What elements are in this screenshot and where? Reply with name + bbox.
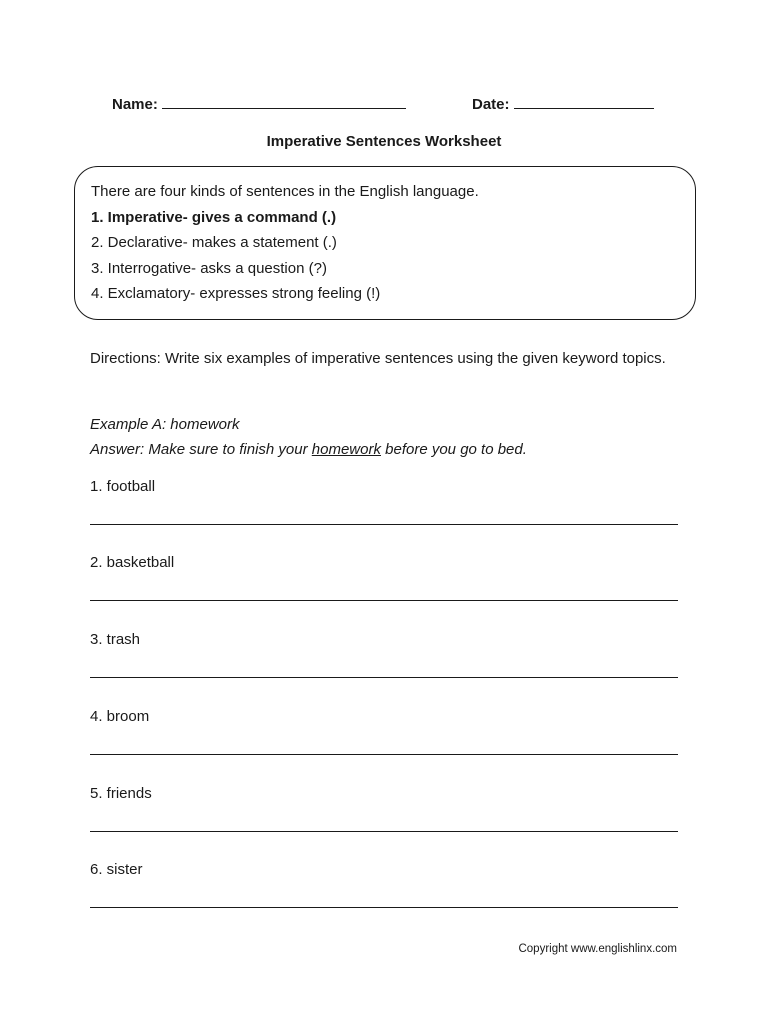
- kind-declarative: 2. Declarative- makes a statement (.): [91, 234, 337, 251]
- question-label: 3. trash: [90, 631, 141, 648]
- question-label: 1. football: [90, 478, 156, 495]
- example-answer: [90, 437, 690, 462]
- header-row: [112, 94, 672, 118]
- question-label: 6. sister: [90, 861, 143, 878]
- example-block: [90, 412, 690, 462]
- name-field: [112, 94, 406, 113]
- date-field: [472, 94, 654, 113]
- date-label: Date:: [472, 96, 510, 113]
- date-blank-line: [514, 94, 654, 109]
- example-answer-before: Answer: Make sure to finish your: [90, 441, 312, 458]
- directions-text: Directions: Write six examples of imperative sentences using the given keyword topics.: [90, 350, 666, 367]
- example-label: Example A: homework: [90, 416, 240, 433]
- kind-exclamatory: 4. Exclamatory- expresses strong feeling (!): [91, 285, 381, 302]
- answer-line[interactable]: [90, 907, 678, 908]
- worksheet-title: Imperative Sentences Worksheet: [266, 133, 502, 150]
- question-label: 5. friends: [90, 785, 152, 802]
- copyright-notice: Copyright www.englishlinx.com: [518, 943, 677, 955]
- name-label: Name:: [112, 96, 158, 113]
- kind-imperative: 1. Imperative- gives a command (.): [91, 208, 337, 226]
- kind-interrogative: 3. Interrogative- asks a question (?): [91, 259, 327, 277]
- name-blank-line: [162, 94, 406, 109]
- answer-line[interactable]: [90, 600, 678, 601]
- answer-line[interactable]: [90, 524, 678, 525]
- question-label: 2. basketball: [90, 554, 175, 571]
- sentence-kinds-box: [74, 166, 696, 320]
- answer-line[interactable]: [90, 677, 678, 678]
- info-intro: There are four kinds of sentences in the English language.: [91, 183, 479, 200]
- answer-line[interactable]: [90, 754, 678, 755]
- example-answer-after: before you go to bed.: [380, 441, 527, 458]
- answer-line[interactable]: [90, 831, 678, 832]
- question-label: 4. broom: [90, 708, 150, 725]
- example-answer-keyword: homework: [311, 441, 381, 458]
